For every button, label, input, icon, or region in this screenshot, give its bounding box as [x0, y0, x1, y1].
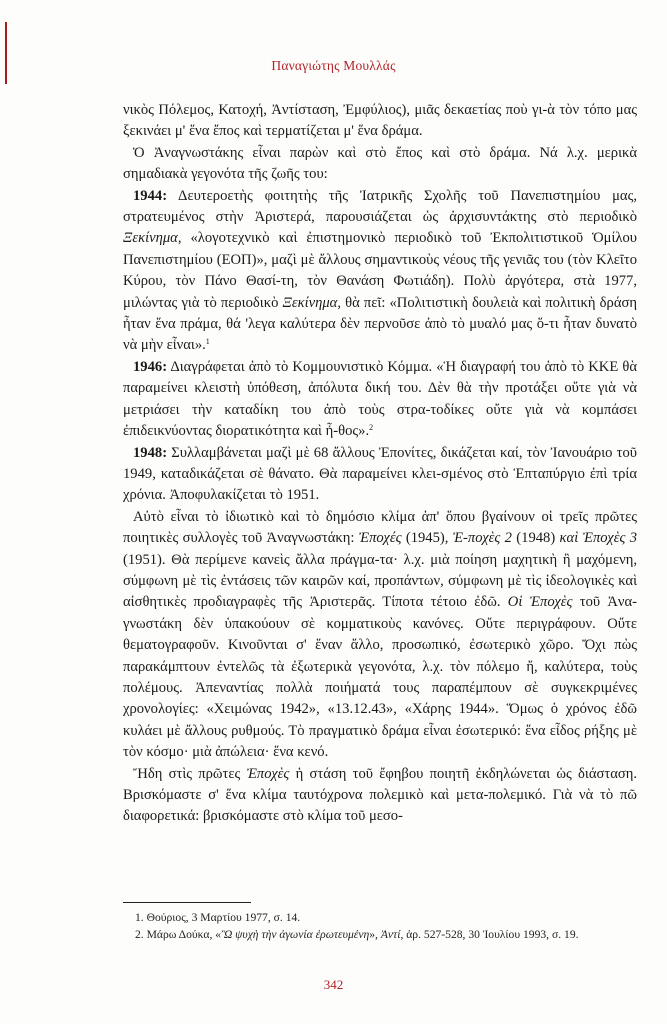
- footnote-ref: 2: [369, 423, 374, 433]
- text-run: 2. Μάρω Δούκα, «: [135, 928, 222, 941]
- text-run: Οἱ Ἐποχὲς: [507, 594, 573, 611]
- text-run: Ἤδη στὶς πρῶτες: [133, 765, 247, 782]
- body-text: [123, 100, 637, 828]
- text-run: Διαγράφεται ἀπὸ τὸ Κομμουνιστικὸ Κόμμα. «Ἡ διαγραφή του ἀπὸ τὸ ΚΚΕ θὰ παραμείνει κλειστὴ ὑπόθεση, ἀπόλυτα δική του. Δὲν θὰ τὴν προτάξει οὔτε γιὰ νὰ μετριάσει τὴν καταδίκη του ἀπὸ τοὺς στρα-τοδίκες οὔτε γιὰ νὰ κομπάσει ἐπιδεικνύοντας διορατικότητα καὶ ἦ-θος».: [123, 358, 637, 440]
- year-label: 1948:: [133, 444, 168, 461]
- paragraph: [123, 507, 637, 764]
- text-run: »,: [369, 928, 381, 941]
- text-run: Ἐποχὲς: [246, 765, 290, 782]
- text-run: (1945),: [401, 530, 453, 547]
- margin-rule: [5, 22, 7, 84]
- paragraph: [123, 764, 637, 828]
- footnote-ref: 1: [205, 337, 210, 347]
- paragraph: [123, 357, 637, 443]
- text-run: νικὸς Πόλεμος, Κατοχή, Ἀντίσταση, Ἐμφύλιος), μιᾶς δεκαετίας ποὺ γι-ὰ τὸν τόπο μας ξεκινάει μ' ἕνα ἔπος καὶ τερματίζεται μ' ἕνα δράμα.: [123, 102, 637, 140]
- text-run: (1948): [511, 530, 560, 547]
- text-run: Ἀντί: [380, 928, 401, 941]
- paragraph: [123, 143, 637, 186]
- text-run: , «λογοτεχνικὸ καὶ ἐπιστημονικὸ περιοδικὸ τοῦ Ἐκπολιτιστικοῦ Ὁμίλου Πανεπιστημίου (ΕΟΠ)», μαζὶ μὲ ἄλλους σημαντικοὺς νέους τῆς γενιᾶς του (τὸν Κλεῖτο Κύρου, τὸν Πάνο Θασί-τη, τὸν Θανάση Φωτιάδη). Πολὺ ἀργότερα, στὰ 1977, μιλώντας γιὰ τὸ περιοδικὸ: [123, 230, 637, 311]
- text-run: Ἐ-ποχὲς 2: [452, 530, 512, 547]
- text-run: καὶ: [559, 530, 579, 547]
- text-run: Ἐποχὲς 3: [582, 530, 638, 547]
- text-run: 1. Θούριος, 3 Μαρτίου 1977, σ. 14.: [135, 911, 301, 924]
- footnote: [123, 909, 637, 926]
- footnotes: [123, 909, 637, 943]
- text-run: Συλλαμβάνεται μαζὶ μὲ 68 ἄλλους Ἐπονίτες, δικάζεται καί, τὸν Ἰανουάριο τοῦ 1949, καταδικάζεται σὲ θάνατο. Θὰ παραμείνει κλει-σμένος στὸ Ἑπταπύργιο ἐπὶ τρία χρόνια. Ἀποφυλακίζεται τὸ 1951.: [123, 444, 637, 504]
- text-run: , ἀρ. 527-528, 30 Ἰουλίου 1993, σ. 19.: [400, 928, 579, 941]
- page-number: 342: [323, 977, 344, 992]
- text-run: ἡ στάση τοῦ ἔφηβου ποιητῆ ἐκδηλώνεται ὡς διάσταση. Βρισκόμαστε σ' ἕνα κλίμα ταυτόχρονα πολεμικὸ καὶ μετα-πολεμικό. Γιὰ νὰ τὸ πῶ διαφορετικά: βρισκόμαστε στὸ κλίμα τοῦ μεσο-: [123, 765, 637, 825]
- text-run: τοῦ Ἀνα-γνωστάκη δὲν ὑπακούουν σὲ κομματικοὺς κανόνες. Οὔτε περιγράφουν. Οὔτε θεματογραφοῦν. Κινοῦνται σ' ἕναν ἄλλο, προσωπικό, ἐσωτερικὸ χῶρο. Ὄχι πὼς παρακάμπτουν ἐντελῶς τὰ ἐξωτερικὰ γεγονότα, λ.χ. τὸν πόλεμο ἤ, καλύτερα, τοὺς πολέμους. Ἀπεναντίας πολλὰ ποιήματά τους παραπέμπουν σὲ συγκεκριμένες χρονολογίες: «Χειμώνας 1942», «13.12.43», «Χάρης 1944». Ὅμως ὁ χρόνος ἐδῶ κυλάει μὲ ἄλλους ρυθμούς. Τὸ πραγματικὸ δράμα εἶναι ἐσωτερικό: ἕνα εἶδος ρήξης μὲ τὸν κόσμο· μιὰ ἀπώλεια· ἕνα κενό.: [123, 594, 638, 761]
- text-run: Ὢ ψυχὴ τὴν ἀγωνία ἐρωτευμένη: [221, 928, 370, 941]
- footnote: [123, 926, 637, 943]
- footnote-separator: [123, 902, 251, 903]
- text-run: Ὁ Ἀναγνωστάκης εἶναι παρὼν καὶ στὸ ἔπος καὶ στὸ δράμα. Νά λ.χ. μερικὰ σημαδιακὰ γεγονότα τῆς ζωῆς του:: [123, 144, 637, 183]
- text-run: Ξεκίνημα: [282, 294, 338, 311]
- text-run: Αὐτὸ εἶναι τὸ ἰδιωτικὸ καὶ τὸ δημόσιο κλίμα ἀπ' ὅπου βγαίνουν οἱ τρεῖς πρῶτες ποιητικὲς συλλογὲς τοῦ Ἀναγνωστάκη:: [123, 508, 637, 547]
- year-label: 1946:: [133, 358, 168, 375]
- paragraph: [123, 186, 637, 357]
- paragraph: [123, 100, 637, 143]
- running-head: Παναγιώτης Μουλλάς: [271, 58, 396, 73]
- text-run: Ἐποχές: [358, 530, 402, 547]
- text-run: Δευτεροετὴς φοιτητὴς τῆς Ἰατρικῆς Σχολῆς τοῦ Πανεπιστημίου μας, στρατευμένος στὴν Ἀριστερά, παρουσιάζεται ὡς ἀρχισυντάκτης στὸ περιοδικὸ: [123, 187, 637, 226]
- text-run: , θὰ πεῖ: «Πολιτιστικὴ δουλειὰ καὶ πολιτικὴ δράση ἦταν ἕνα πράμα, θά 'λεγα καλύτερα δὲν περνοῦσε ἀπὸ τὸ μυαλό μας ὅ-τι ἦταν δυνατὸ νὰ μὴν εἶναι».: [123, 294, 637, 354]
- text-run: (1951). Θὰ περίμενε κανεὶς ἄλλα πράγμα-τα· λ.χ. μιὰ ποίηση μαχητικὴ ἢ μαχόμενη, σύμφωνη μὲ τὶς ἐντάσεις τῶν καιρῶν καί, προπάντων, σύμφωνη μὲ τὶς ἰδεολογικὲς καὶ αἰσθητικὲς προδιαγραφὲς τῆς Ἀριστερᾶς. Τίποτα τέτοιο ἐδῶ.: [123, 551, 637, 611]
- paragraph: [123, 443, 637, 507]
- year-label: 1944:: [133, 187, 168, 204]
- text-run: Ξεκίνημα: [123, 230, 178, 247]
